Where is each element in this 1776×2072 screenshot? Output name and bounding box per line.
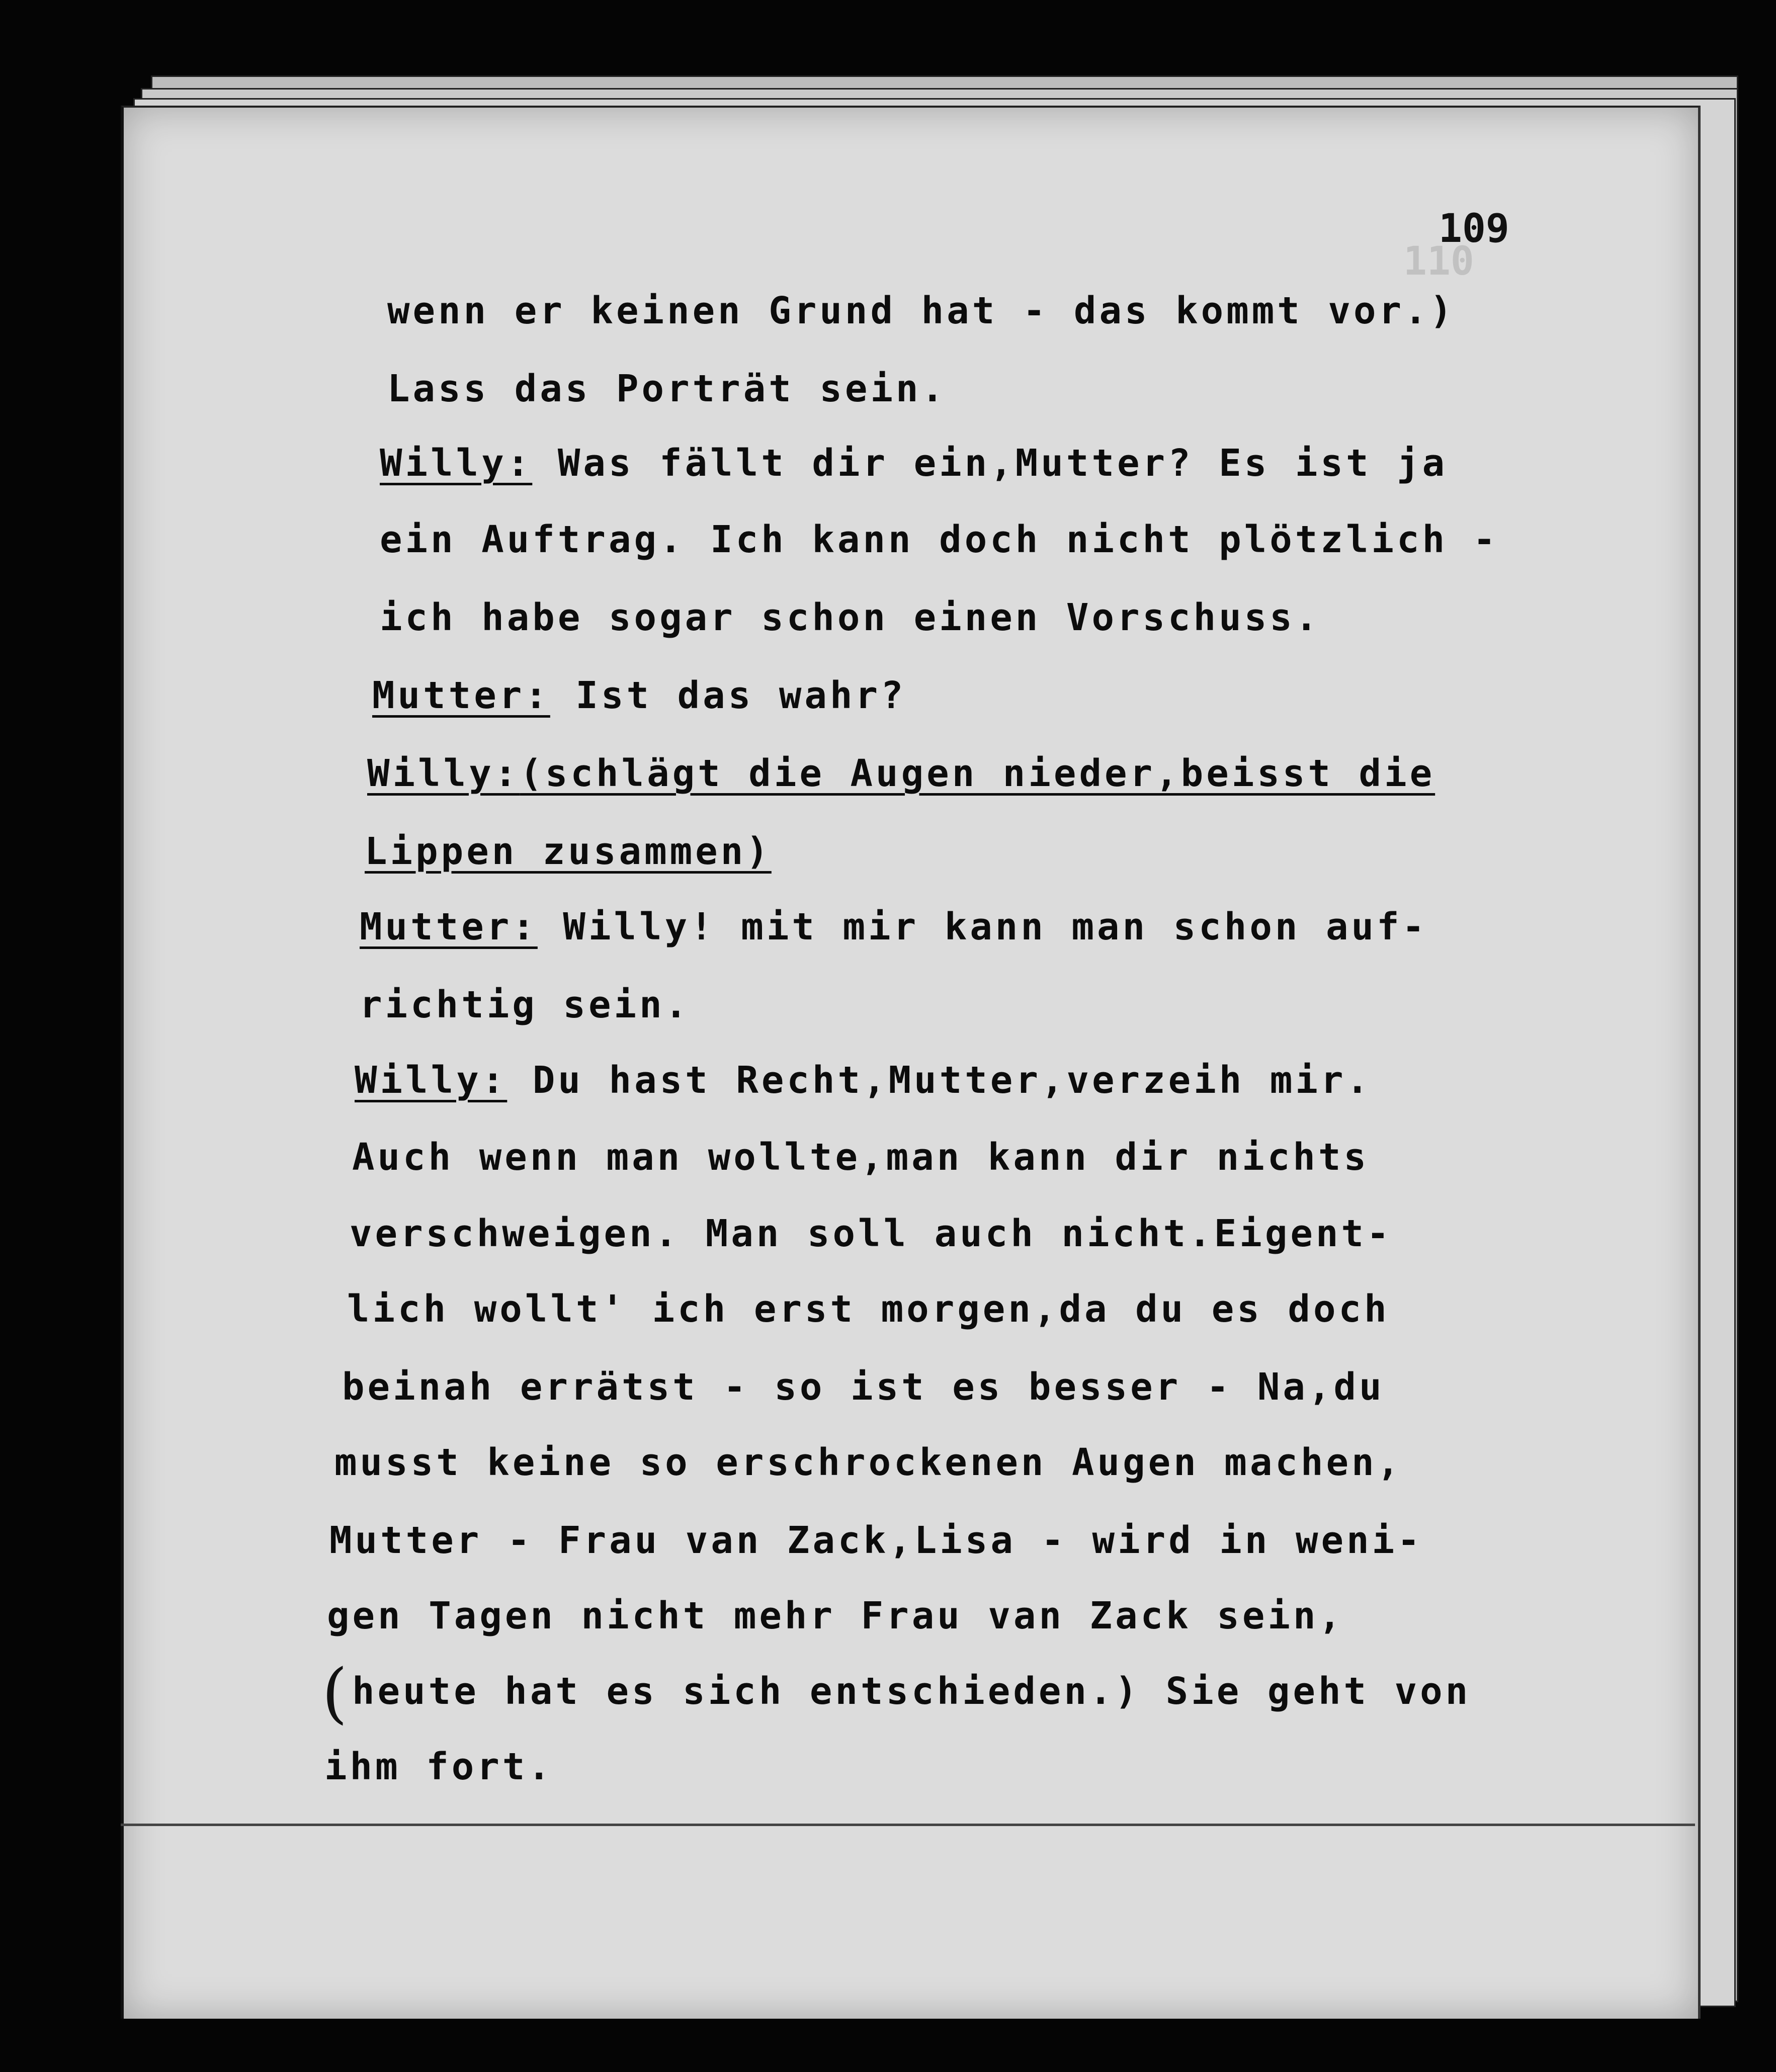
handwritten-bracket-mark: ( <box>322 1655 348 1731</box>
line-text: Was fällt dir ein,Mutter? Es ist ja <box>532 442 1448 485</box>
text-line <box>352 1136 1369 1179</box>
text-line <box>342 1365 1385 1409</box>
line-text: ich habe sogar schon einen Vorschuss. <box>380 596 1321 639</box>
speaker-label: Mutter: <box>372 674 550 717</box>
speaker-label: Willy: <box>367 752 520 795</box>
text-line <box>327 1594 1344 1637</box>
line-text: beinah errätst - so ist es besser - Na,du <box>342 1365 1385 1409</box>
line-text: Auch wenn man wollte,man kann dir nichts <box>352 1136 1370 1179</box>
line-text: heute hat es sich entschieden.) Sie geht von <box>352 1670 1471 1713</box>
bleed-through-page-number: 110 <box>1403 239 1474 284</box>
line-text: Willy! mit mir kann man schon auf- <box>537 905 1428 948</box>
stage-direction: (schlägt die Augen nieder,beisst die <box>520 752 1435 795</box>
stage-direction: Lippen zusammen) <box>365 830 772 873</box>
line-text: ihm fort. <box>324 1745 553 1788</box>
text-line <box>387 289 1455 332</box>
line-text: ein Auftrag. Ich kann doch nicht plötzlich - <box>380 518 1499 561</box>
speaker-label: Mutter: <box>360 905 538 948</box>
text-line <box>372 674 906 717</box>
line-text: wenn er keinen Grund hat - das kommt vor.) <box>387 289 1456 332</box>
line-text: verschweigen. Man soll auch nicht.Eigent- <box>350 1212 1392 1255</box>
text-line <box>360 905 1427 948</box>
text-line <box>360 983 690 1026</box>
line-text: Du hast Recht,Mutter,verzeih mir. <box>507 1059 1372 1102</box>
text-line <box>380 442 1448 485</box>
page-fold-line <box>121 1824 1695 1826</box>
line-text: gen Tagen nicht mehr Frau van Zack sein, <box>327 1594 1344 1637</box>
text-line <box>380 518 1498 561</box>
text-line <box>329 1519 1423 1562</box>
text-line <box>367 752 1435 795</box>
text-line <box>347 1287 1390 1331</box>
text-line <box>350 1212 1392 1255</box>
line-text: lich wollt' ich erst morgen,da du es doch <box>347 1287 1390 1331</box>
text-line <box>387 367 947 410</box>
line-text: Lass das Porträt sein. <box>387 367 947 410</box>
text-line <box>365 830 772 873</box>
line-text: Ist das wahr? <box>550 674 906 717</box>
line-text: musst keine so erschrockenen Augen machen, <box>334 1441 1403 1484</box>
line-text: richtig sein. <box>360 983 691 1026</box>
text-line <box>355 1059 1372 1102</box>
text-line <box>352 1670 1471 1713</box>
text-line <box>380 596 1320 639</box>
page-number: 109 <box>1439 206 1509 251</box>
speaker-label: Willy: <box>355 1059 508 1102</box>
line-text: Mutter - Frau van Zack,Lisa - wird in weni- <box>329 1519 1423 1562</box>
speaker-label: Willy: <box>380 442 533 485</box>
text-line <box>334 1441 1402 1484</box>
text-line <box>324 1745 553 1788</box>
